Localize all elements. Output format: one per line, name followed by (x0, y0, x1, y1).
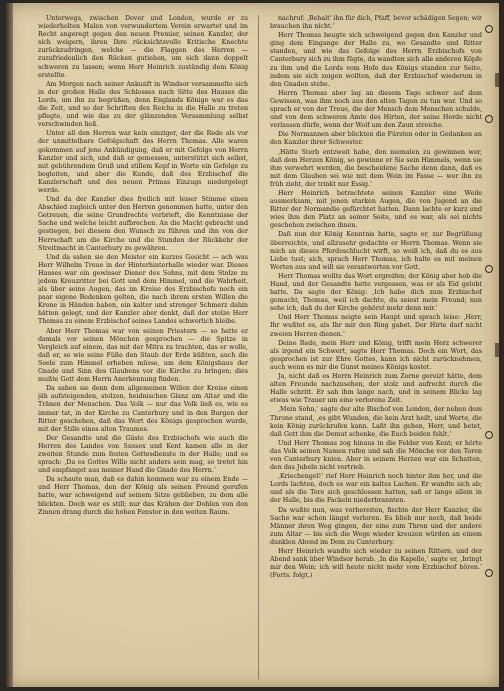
binding-hole-mark (485, 115, 493, 123)
paragraph: Der Gesandte und die Gäste des Erzbischofs wie auch die Herren des Landes von Sussex und Kent kamen alle in der zweiten Stunde zum festen Gottesdienste in der Halle; und es sprach: ‚Da es Gottes Wille nicht anders sein mag, so tretet hin und empfanget aus meiner Hand die Gnade des Herrn.‘ (38, 434, 248, 475)
paragraph: Herr Thomas beugte sich schweigend gegen den Kanzler und ging dem Eingange der Halle zu, wo Gesandte und Ritter standen, und wie das Gefolge des Herrn Erzbischofs von Canterbury sich zu ihm fügte, da wandten sich alle anderen Köpfe zu ihm und die Lords vom Hofe des Königs standen zur Seite, indem sie sich zeigen wollten, daß der Erzbischof wiederum in den Gnaden stehe. (270, 32, 482, 88)
paragraph: Herr Thomas wollte das Wort ergreifen; der König aber hob die Hand, und der Gesandte hatte vergessen, was er als Eid gelobt hatte. Da sagte der König: ‚Ich habe dich zum Erzbischof gemacht, Thomas, weil ich dachte, du seiest mein Freund; nun sehe ich, daß du der Kirche gehörst mehr denn mir.‘ (270, 272, 482, 313)
paragraph: Unter all den Herren war kein einziger, der die Rede als vor der unmittelbare Gefolgschaft des Herrn Thomas. Alle waren gekommen auf jene Ankündigung, daß er mit Gefolge von Herrn Kanzler und sich, und daß er gemessen, unterstützt sich selbst, mit gebührendem Gruß und stillem Kopf in Worte ein Gefolge zu begleiten, und aber die Kunde, daß des Erzbischof die Kanzlerschaft und des neuen Primas Einzugs niedergelegt werde. (38, 130, 248, 194)
paragraph: Da schaute man, daß es dahin kommen war zu einem Ende — und Herr Thomas, den der König als seinen Freund gerufen hatte, war schweigend auf seinem Sitze geblieben, zu dem alle blickten. Doch war es still; nur das Krähen der Dohlen von den Zinnen drang durch die hohen Fenster in den weiten Raum. (38, 476, 248, 516)
paragraph: Daß nun der König Kenntnis hatte, sagte er, zur Begrüßung überreichte, und allzusehr gedachte er Herrn Thomas. Wenn sie mich an dieses Pferdeschlucht wirft, so weiß ich, daß du es aus Liebe tust; sich, sprach Herr Thomas, ich halte es mit meinen Worten aus und will sie verantworten vor Gott. (270, 231, 482, 271)
page-edge-tab (495, 343, 499, 357)
page-gutter (6, 3, 13, 687)
paragraph: Ja, nicht daß es Herrn Heinrich zum Zorne gereizt hätte, dem alten Freunde nachzusehen, der stolz und aufrecht durch die Halle schritt. Er sah ihm lange nach, und in seinem Blicke lag etwas wie Trauer um eine verlorene Zeit. (270, 373, 482, 405)
binding-hole-mark (485, 25, 493, 33)
page-edge-tab (495, 73, 499, 87)
book-page (6, 3, 499, 687)
left-text-column (38, 15, 248, 679)
paragraph: Deine Rede, mein Herr und König, trifft mein Herz schwerer als irgend ein Schwert, sagte Herr Thomas. Doch ein Wort, das gesprochen ist zur Ehre Gottes, kann ich nicht zurücknehmen, auch wenn es mir die Gunst meines Königs kostet. (270, 339, 482, 371)
paragraph: Herr Heinrich wandte sich wieder zu seinen Rittern, und der Abend sank über Windsor herab. ‚In die Kapelle,‘ sagte er, ‚bringt mir den Wein; ich will heute nicht mehr vom Erzbischof hören.‘ (Forts. folgt.) (270, 548, 482, 580)
paragraph: Herr Heinrich betrachtete seinen Kanzler eine Weile ausmerksam, mit jenen starken Augen, die von Jugend an die Ritter der Normandie gefürchtet hatten. Dann lachte er kurz und wies ihm den Platz an seiner Seite, und es war, als sei nichts geschehen zwischen ihnen. (270, 189, 482, 230)
paragraph: Die Normannen aber blickten die Fürsten oder in Gedanken an den Kanzler ihrer Schwester. (270, 131, 482, 147)
binding-hole-mark (485, 569, 493, 577)
paragraph: Unterwegs, zwischen Dover und London, wurde er zu wiederholten Malen von verwundertem Verein erwartet und im Recht angeregt gegen den neuen Premier, seinen Kanzler, der sich weigern, ihren Ihre rücksichtsvolle Kritische Knechte zurückzudringen, welche — die Flaggen des Herren — zuzufriedenlich den Rücken gutiehen, um sich dann doppelt schweren zu lassen; wenn Herr Heinrich zuständig dem König erstellte. (38, 15, 248, 79)
binding-hole-mark (485, 265, 493, 273)
paragraph: ‚Mein Sohn,‘ sagte der alte Bischof von London, der neben dem Throne stand, ‚es gibt Wunden, die kein Arzt heilt, und Worte, die kein König zurückrufen kann. Laßt ihn gehen, Herr, und betet, daß Gott ihm die Demut schenke, die Euch beiden fehlt.‘ (270, 406, 482, 438)
paragraph: Und da sahen sie den Meister ein kurzes Gesicht — ach was Herr Wilhelm Treue in der Hinterhinterhalle wieder war. Dieses Hauses war ein gewisser Diener des Sohns, mit dem Stolze zu jedem Kreuzritter bei Gott und dem Himmel, und die Wahrheit, als über seine Augen, das im Kreise des Erzbischofs noch ein paar eigene Bedenken gelten, die nach ihrem ersten Willen die Krone in Händen haben, ein kalter und strenger Schmerz dahin hätten gelegt, und der Kanzler aber denkt, daß der stolze Herr Thomas zu einem Erzbischof seines Landes schwerlich bleibe. (38, 253, 248, 326)
column-divider (258, 15, 259, 679)
paragraph: Aber Herr Thomas war von seinen Priestern — so hatte er damals vor seinen Mönchen gesprochen — die Spitze in Vergleich auf einem, das mit der Mitra zu trachten, das er wolle, daß er, so wie seine Füße den Staub der Erde küßten, auch die Seele zum Himmel erheben müsse, um dem Königshaus der Gnade und Sinn des Glaubens vor die Kirche zu bringen; dies mußte Gott dem Herrn Anerkennung finden. (38, 327, 248, 384)
right-text-column (270, 15, 482, 679)
paragraph: ‚Hätte Sterb entzweit habe, den niemalen zu gewinnen wer, daß dem Herzen König, so gewinne er Sie sein Himmels, wenn sie ihm verwehrt werden, die bescheidene Sache denn dann, daß es mit dem Glauben sei wie mit dem Wein im Fasse — wer ihn zu früh zieht, der trinkt nur Essig.‘ (270, 148, 482, 188)
paragraph: Da wußte nun, was vorbereiten, fischte der Herr Kanzler, die Sache war schon längst verloren. Es blieb nur noch, daß beide Männer ihren Weg gingen, der eine zum Thron und der andere zum Altar — bis sich die Wege wieder kreuzen würden an einem dunklen Abend im Dom zu Canterbury. (270, 506, 482, 546)
paragraph: ‚Kriechengel!‘ rief Herr Heinrich noch hinter ihm her, und die Lords lachten, doch es war ein kaltes Lachen. Er wandte sich ab; und als die Tore sich geschlossen hatten, saß er lange allein in der Halle, bis die Fackeln niederbrannten. (270, 473, 482, 505)
binding-hole-mark (485, 431, 493, 439)
paragraph: Und da der Kanzler dies freilich mit leiser Stimme einen Abschied zugleich unter den Herren genommen hatte, unter den Getreuen, die seine Grundrechte verbrieft, die Kenntnisse der Sache und welche leicht aufbrechen. An die Macht gebracht und gestiegen, bei diesem den Wunsch zu führen und ihn von der Herrschaft um die Kirche und die Stunden der Rückkehr der Streitmacht in Canterbury zu gewähren. (38, 196, 248, 252)
paragraph: nachruf: ‚Behalt' ihn für dich, Pfaff, bevor schädigen Segen; wir brauchen ihn nicht.‘ (270, 15, 482, 31)
paragraph: Am Morgen nach seiner Ankunft in Windsor versammelte sich in der großen Halle des Schlosses nach Sitte des Hauses die Lords, um ihn zu begrüßen, denn Englands Könige war es das die Zeit, und so der Schriften des Reichs in die Halle zu treten pflegte, und wie das zu der glänzenden Versammlung selbst verschwinden ließ. (38, 80, 248, 129)
paragraph: Und Herr Thomas zog hinaus in die Felder von Kent; er hörte das Volk seinen Namen rufen und sah die Mönche vor den Toren von Canterbury knien. Aber in seinem Herzen war ein Schatten, den das Jubeln nicht vertrieb. (270, 439, 482, 472)
paragraph: Und Herr Thomas neigte sein Haupt und sprach leise: ‚Herr, Ihr wußtet es, als Ihr mir den Ring gabet. Der Hirte darf nicht zweien Herren dienen.‘ (270, 314, 482, 338)
paragraph: Da sahen sie denn dem allgemeinen Willen der Kreise einen jäh aufsteigenden, stolzen, heidnischen Glanz am Altar und die Tränen der Menschen. Das Volk — nur das Volk ließ es, wie es immer tat, in der Kirche zu Canterbury und in den Burgen der Ritter geschehen, daß das Wort des Königs gesprochen wurde, mit der Stille eines alten Traumes. (38, 385, 248, 433)
paragraph: Herrn Thomas aber lag an diesem Tage schwer auf dem Gewissen, was ihm noch aus den alten Tagen zu tun war. Und so sprach er von der Treue, die der Mensch dem Menschen schulde, und von dem schweren Amte des Hirten, der seine Herde nicht verlassen dürfe, wenn der Wolf um den Zaun streiche. (270, 89, 482, 130)
